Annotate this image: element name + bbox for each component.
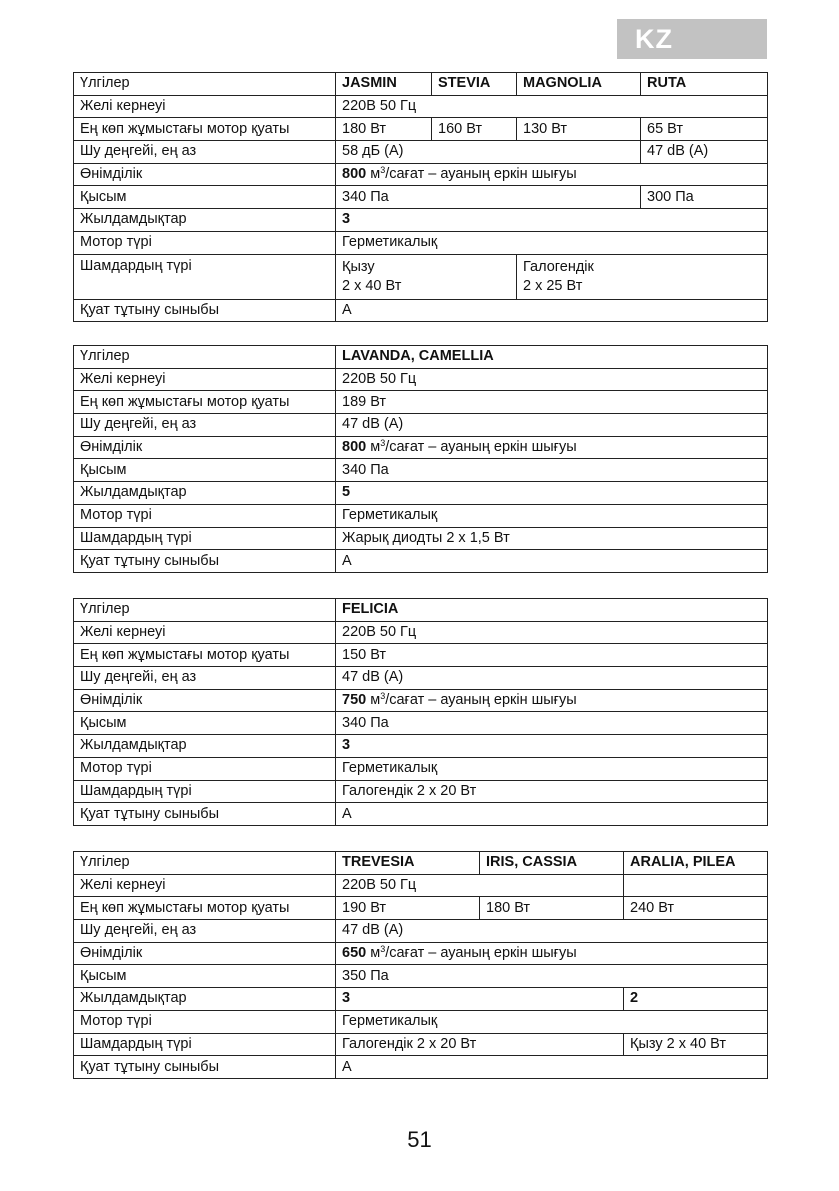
row-label-voltage: Желі кернеуі (74, 368, 336, 391)
table-row (74, 436, 768, 459)
pressure-value: 350 Па (336, 965, 768, 988)
table-row (74, 141, 768, 164)
table-row (74, 599, 768, 622)
table-row (74, 163, 768, 186)
spec-table-trevesia-iris-aralia (73, 851, 768, 1079)
row-label-noise: Шу деңгейі, ең аз (74, 414, 336, 437)
model-name: TREVESIA (336, 852, 480, 875)
row-label-motor-type: Мотор түрі (74, 504, 336, 527)
speeds-value: 5 (336, 482, 768, 505)
model-name: ARALIA, PILEA (624, 852, 768, 875)
row-label-energy-class: Қуат тұтыну сыныбы (74, 803, 336, 826)
lamp-type-value: Қызу 2 х 40 Вт (336, 254, 517, 299)
table-row (74, 965, 768, 988)
spec-table-felicia (73, 598, 768, 826)
pressure-value: 340 Па (336, 459, 768, 482)
table-row (74, 852, 768, 875)
row-label-pressure: Қысым (74, 712, 336, 735)
motor-type-value: Герметикалық (336, 757, 768, 780)
noise-value: 47 dB (A) (336, 667, 768, 690)
energy-class-value: A (336, 1056, 768, 1079)
motor-type-value: Герметикалық (336, 1010, 768, 1033)
noise-value: 47 dB (A) (336, 414, 768, 437)
table-row (74, 712, 768, 735)
table-row (74, 550, 768, 573)
table-row (74, 667, 768, 690)
row-label-power: Ең көп жұмыстағы мотор қуаты (74, 644, 336, 667)
table-row (74, 346, 768, 369)
energy-class-value: A (336, 550, 768, 573)
table-row (74, 368, 768, 391)
row-label-pressure: Қысым (74, 459, 336, 482)
table-row (74, 414, 768, 437)
table-row (74, 254, 768, 299)
power-value: 130 Вт (517, 118, 641, 141)
voltage-value: 220В 50 Гц (336, 621, 768, 644)
power-value: 190 Вт (336, 897, 480, 920)
pressure-value: 340 Па (336, 712, 768, 735)
model-name: IRIS, CASSIA (480, 852, 624, 875)
row-label-performance: Өнімділік (74, 689, 336, 712)
row-label-speeds: Жылдамдықтар (74, 988, 336, 1011)
row-label-pressure: Қысым (74, 965, 336, 988)
table-row (74, 1056, 768, 1079)
row-label-models: Үлгілер (74, 852, 336, 875)
row-label-pressure: Қысым (74, 186, 336, 209)
lamp-type-value: Жарық диодты 2 х 1,5 Вт (336, 527, 768, 550)
power-value: 160 Вт (432, 118, 517, 141)
table-row (74, 897, 768, 920)
model-name: RUTA (641, 73, 768, 96)
table-row (74, 504, 768, 527)
row-label-models: Үлгілер (74, 599, 336, 622)
row-label-speeds: Жылдамдықтар (74, 735, 336, 758)
energy-class-value: A (336, 803, 768, 826)
power-value: 65 Вт (641, 118, 768, 141)
table-row (74, 186, 768, 209)
lamp-type-value: Галогендік 2 х 20 Вт (336, 1033, 624, 1056)
speeds-value: 3 (336, 988, 624, 1011)
page-number: 51 (407, 1127, 432, 1152)
model-name: FELICIA (336, 599, 768, 622)
motor-type-value: Герметикалық (336, 231, 768, 254)
row-label-voltage: Желі кернеуі (74, 621, 336, 644)
table-row (74, 780, 768, 803)
pressure-value: 340 Па (336, 186, 641, 209)
table-row (74, 920, 768, 943)
row-label-motor-type: Мотор түрі (74, 1010, 336, 1033)
spec-table-lavanda-camellia (73, 345, 768, 573)
row-label-lamp-type: Шамдардың түрі (74, 527, 336, 550)
row-label-motor-type: Мотор түрі (74, 231, 336, 254)
table-row (74, 299, 768, 322)
power-value: 189 Вт (336, 391, 768, 414)
table-row (74, 874, 768, 897)
table-row (74, 1033, 768, 1056)
row-label-voltage: Желі кернеуі (74, 874, 336, 897)
power-value: 180 Вт (336, 118, 432, 141)
noise-value: 58 дБ (А) (336, 141, 641, 164)
performance-value: 650 $м^3$/сағат – ауаның еркін шығуы (336, 942, 768, 965)
speeds-value: 2 (624, 988, 768, 1011)
table-row (74, 118, 768, 141)
row-label-power: Ең көп жұмыстағы мотор қуаты (74, 391, 336, 414)
motor-type-value: Герметикалық (336, 504, 768, 527)
row-label-noise: Шу деңгейі, ең аз (74, 141, 336, 164)
table-row (74, 209, 768, 232)
table-row (74, 689, 768, 712)
model-name: LAVANDA, CAMELLIA (336, 346, 768, 369)
voltage-value: 220В 50 Гц (336, 368, 768, 391)
model-name: JASMIN (336, 73, 432, 96)
empty-cell (624, 874, 768, 897)
table-row (74, 73, 768, 96)
speeds-value: 3 (336, 209, 768, 232)
table-row (74, 644, 768, 667)
row-label-models: Үлгілер (74, 73, 336, 96)
lamp-type-value: Галогендік 2 х 20 Вт (336, 780, 768, 803)
table-row (74, 391, 768, 414)
table-row (74, 1010, 768, 1033)
table-row (74, 735, 768, 758)
spec-table-jasmin-stevia-magnolia-ruta (73, 72, 768, 322)
performance-value: 800 $м^3$/сағат – ауаның еркін шығуы (336, 163, 768, 186)
table-row (74, 988, 768, 1011)
table-row (74, 459, 768, 482)
row-label-motor-type: Мотор түрі (74, 757, 336, 780)
row-label-performance: Өнімділік (74, 163, 336, 186)
power-value: 150 Вт (336, 644, 768, 667)
power-value: 240 Вт (624, 897, 768, 920)
row-label-power: Ең көп жұмыстағы мотор қуаты (74, 897, 336, 920)
row-label-lamp-type: Шамдардың түрі (74, 780, 336, 803)
row-label-energy-class: Қуат тұтыну сыныбы (74, 1056, 336, 1079)
pressure-value: 300 Па (641, 186, 768, 209)
voltage-value: 220В 50 Гц (336, 874, 624, 897)
language-badge: KZ (617, 19, 767, 59)
performance-value: 800 $м^3$/сағат – ауаның еркін шығуы (336, 436, 768, 459)
table-row (74, 231, 768, 254)
lamp-type-value: Қызу 2 х 40 Вт (624, 1033, 768, 1056)
row-label-noise: Шу деңгейі, ең аз (74, 920, 336, 943)
row-label-power: Ең көп жұмыстағы мотор қуаты (74, 118, 336, 141)
energy-class-value: A (336, 299, 768, 322)
power-value: 180 Вт (480, 897, 624, 920)
model-name: STEVIA (432, 73, 517, 96)
lamp-type-value: Галогендік 2 х 25 Вт (517, 254, 768, 299)
table-row (74, 527, 768, 550)
table-row (74, 757, 768, 780)
performance-value: 750 $м^3$/сағат – ауаның еркін шығуы (336, 689, 768, 712)
row-label-performance: Өнімділік (74, 436, 336, 459)
row-label-lamp-type: Шамдардың түрі (74, 1033, 336, 1056)
noise-value: 47 dB (A) (336, 920, 768, 943)
row-label-energy-class: Қуат тұтыну сыныбы (74, 299, 336, 322)
model-name: MAGNOLIA (517, 73, 641, 96)
speeds-value: 3 (336, 735, 768, 758)
row-label-speeds: Жылдамдықтар (74, 209, 336, 232)
noise-value: 47 dB (A) (641, 141, 768, 164)
voltage-value: 220В 50 Гц (336, 95, 768, 118)
row-label-lamp-type: Шамдардың түрі (74, 254, 336, 299)
table-row (74, 942, 768, 965)
row-label-noise: Шу деңгейі, ең аз (74, 667, 336, 690)
row-label-voltage: Желі кернеуі (74, 95, 336, 118)
table-row (74, 803, 768, 826)
row-label-performance: Өнімділік (74, 942, 336, 965)
table-row (74, 95, 768, 118)
row-label-speeds: Жылдамдықтар (74, 482, 336, 505)
table-row (74, 482, 768, 505)
row-label-models: Үлгілер (74, 346, 336, 369)
row-label-energy-class: Қуат тұтыну сыныбы (74, 550, 336, 573)
table-row (74, 621, 768, 644)
